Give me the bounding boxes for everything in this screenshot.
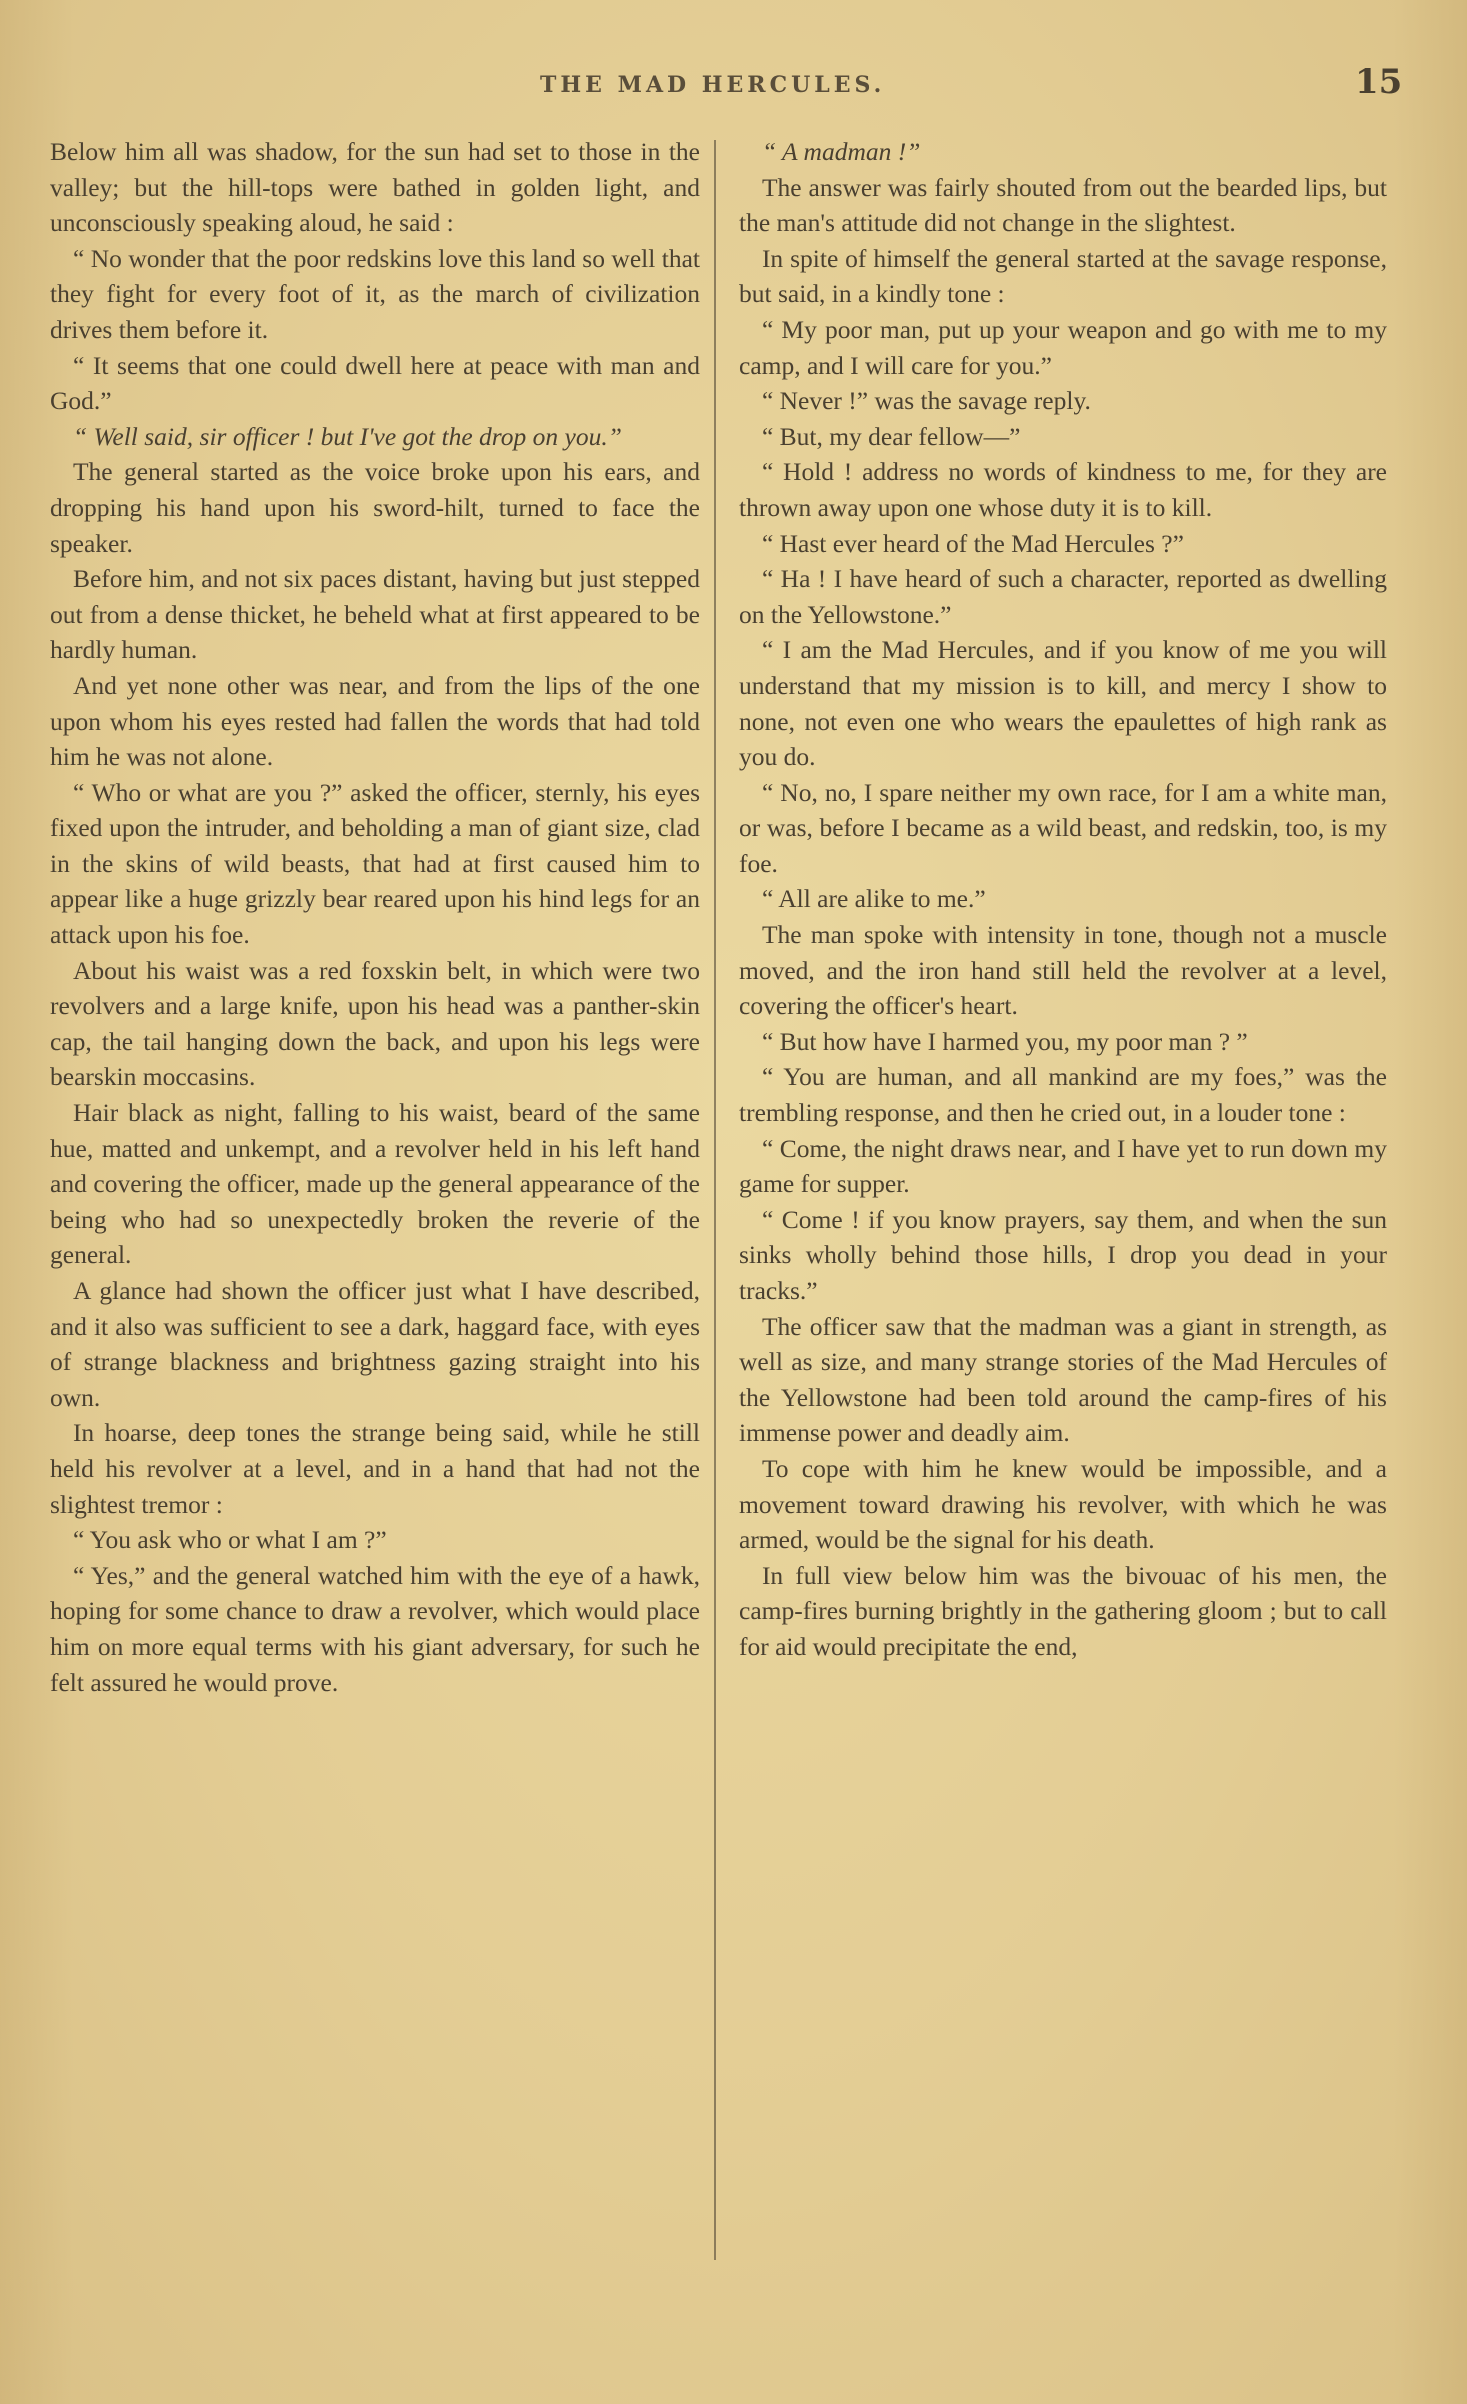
paragraph: “ All are alike to me.” bbox=[761, 884, 986, 914]
paragraph: “ You are human, and all mankind are my foes,” was the trembling response, and then he cried out, in a louder tone : bbox=[739, 1062, 1387, 1128]
paragraph: “ Come ! if you know prayers, say them, and when the sun sinks wholly behind those hills, I drop you dead in your tracks.” bbox=[739, 1204, 1387, 1305]
paragraph: “ My poor man, put up your weapon and go with me to my camp, and I will care for you.” bbox=[739, 314, 1387, 380]
paragraph: “ Never !” was the savage reply. bbox=[761, 386, 1091, 416]
paragraph: “ No, no, I spare neither my own race, for I am a white man, or was, before I became as a wild beast, and redskin, too, is my foe. bbox=[739, 777, 1387, 878]
page-number: 15 bbox=[1355, 62, 1403, 102]
paragraph: “ A madman !” bbox=[761, 137, 921, 166]
paragraph: “ But, my dear fellow—” bbox=[761, 421, 1021, 451]
running-head: THE MAD HERCULES. bbox=[540, 72, 886, 98]
paragraph: In spite of himself the general started at the savage response, but said, in a kindly tone : bbox=[739, 243, 1387, 309]
column-divider bbox=[714, 140, 716, 2260]
paragraph: “ Well said, sir officer ! but I've got the drop on you.” bbox=[72, 421, 622, 451]
paragraph: “ Hast ever heard of the Mad Hercules ?” bbox=[761, 528, 1184, 558]
paragraph: The man spoke with intensity in tone, though not a muscle moved, and the iron hand still held the revolver at a level, covering the officer's heart. bbox=[739, 920, 1387, 1021]
paragraph: And yet none other was near, and from the lips of the one upon whom his eyes rested had fallen the words that had told him he was not alone. bbox=[50, 670, 700, 772]
paragraph: Below him all was shadow, for the sun had set to those in the valley; but the hill-tops were bathed in golden light, and unconsciously speaking aloud, he said : bbox=[50, 137, 700, 238]
paragraph: In hoarse, deep tones the strange being said, while he still held his revolver at a level, and in a hand that had not the slightest tremor : bbox=[50, 1418, 700, 1519]
paragraph: “ Ha ! I have heard of such a character, reported as dwelling on the Yellowstone.” bbox=[739, 564, 1387, 629]
paragraph: “ It seems that one could dwell here at peace with man and God.” bbox=[50, 350, 700, 416]
paragraph: The answer was fairly shouted from out the bearded lips, but the man's attitude did not change in the slightest. bbox=[739, 172, 1387, 238]
paragraph: “ Come, the night draws near, and I have yet to run down my game for supper. bbox=[739, 1133, 1387, 1199]
paragraph: About his waist was a red foxskin belt, in which were two revolvers and a large knife, upon his head was a panther-skin cap, the tail hanging down the back, and upon his legs were bearskin moccasins. bbox=[50, 955, 700, 1092]
left-column bbox=[44, 134, 700, 1700]
paragraph: Before him, and not six paces distant, having but just stepped out from a dense thicket, he beheld what at first appeared to be hardly human. bbox=[50, 564, 700, 665]
paragraph: “ I am the Mad Hercules, and if you know of me you will understand that my mission is to kill, and mercy I show to none, not even one who wears the epaulettes of high rank as you do. bbox=[739, 635, 1387, 772]
paragraph: “ No wonder that the poor redskins love this land so well that they fight for every foot of it, as the march of civilization drives them before it. bbox=[50, 243, 700, 344]
paragraph: “ You ask who or what I am ?” bbox=[72, 1525, 387, 1555]
paragraph: Hair black as night, falling to his waist, beard of the same hue, matted and unkempt, and a revolver held in his left hand and covering the officer, made up the general appearance of the being who had so unexpectedly broken the reverie of the general. bbox=[50, 1098, 700, 1270]
paragraph: “ Who or what are you ?” asked the officer, sternly, his eyes fixed upon the intruder, and beholding a man of giant size, clad in the skins of wild beasts, that had at first caused him to appear like a huge grizzly bear reared upon his hind legs for an attack upon his foe. bbox=[50, 777, 700, 950]
paragraph: The officer saw that the madman was a giant in strength, as well as size, and many strange stories of the Mad Hercules of the Yellowstone had been told around the camp-fires of his immense power and deadly aim. bbox=[739, 1311, 1387, 1448]
paragraph: In full view below him was the bivouac of his men, the camp-fires burning brightly in the gathering gloom ; but to call for aid would precipitate the end, bbox=[739, 1560, 1387, 1661]
paragraph: The general started as the voice broke upon his ears, and dropping his hand upon his sword-hilt, turned to face the speaker. bbox=[50, 457, 700, 558]
paragraph: “ Hold ! address no words of kindness to me, for they are thrown away upon one whose duty it is to kill. bbox=[739, 457, 1387, 522]
paragraph: A glance had shown the officer just what I have described, and it also was sufficient to see a dark, haggard face, with eyes of strange blackness and brightness gazing straight into his own. bbox=[50, 1276, 700, 1412]
paragraph: “ Yes,” and the general watched him with the eye of a hawk, hoping for some chance to draw a revolver, which would place him on more equal terms with his giant adversary, for such he felt assured he would prove. bbox=[50, 1560, 700, 1697]
paragraph: “ But how have I harmed you, my poor man ? ” bbox=[761, 1026, 1248, 1056]
paragraph: To cope with him he knew would be impossible, and a movement toward drawing his revolver, with which he was armed, would be the signal for his death. bbox=[739, 1453, 1387, 1555]
right-column bbox=[733, 134, 1387, 1665]
